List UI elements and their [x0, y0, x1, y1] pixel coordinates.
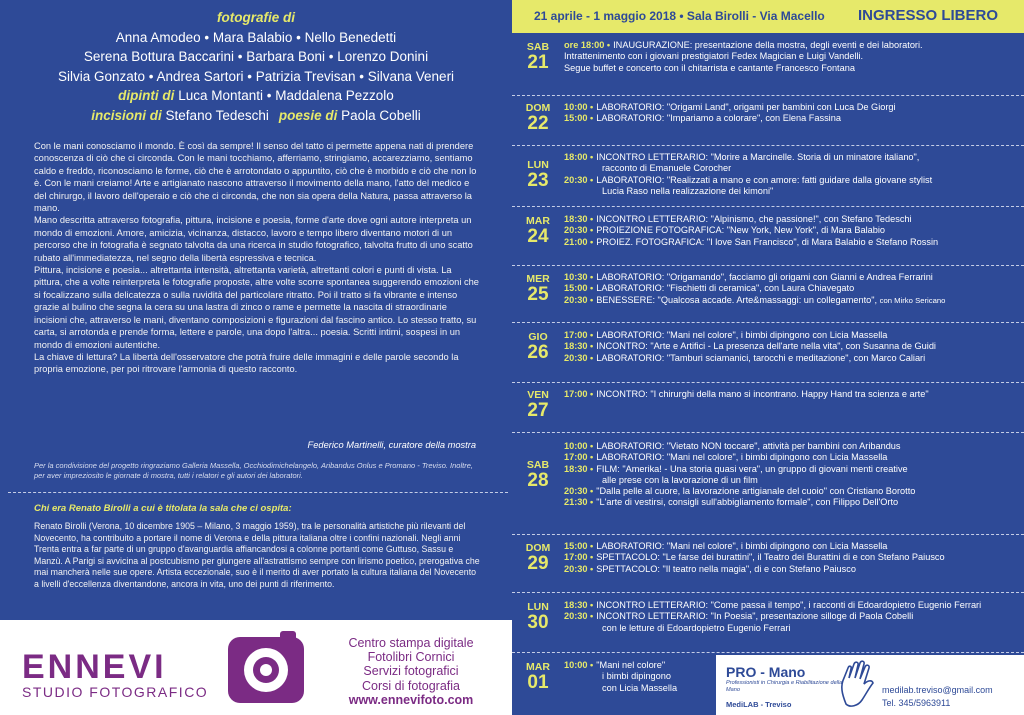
event-row	[564, 600, 1020, 611]
event-row	[564, 541, 1020, 552]
promano-contact	[882, 684, 993, 709]
credits	[0, 0, 512, 125]
thanks-note: Per la condivisione del progetto ringraziamo Galleria Massella, Occhiodimichelangelo, Aribandus Onlus e Promano - Treviso. Inoltre, per aver impreziosito le giornate di mostra, tutti i relatori e gli autori dei laboratori.	[34, 461, 473, 480]
event-text: con Licia Massella	[602, 682, 678, 693]
engr-names: Stefano Tedeschi	[165, 107, 269, 123]
event-text: Intrattenimento con i giovani prestigiatori Fedex Magician e Luigi Vandelli.	[564, 51, 864, 62]
event-row	[564, 102, 1020, 113]
day-separator	[512, 652, 1024, 653]
event-time: 20:30 •	[564, 563, 594, 574]
day-number: 27	[527, 400, 549, 421]
day-separator	[512, 206, 1024, 207]
day-number: 30	[527, 611, 549, 633]
curator-signature: Federico Martinelli, curatore della mostra	[307, 440, 476, 450]
event-text: BENESSERE: "Qualcosa accade. Arte&massaggi: un collegamento",	[596, 294, 878, 305]
event-row	[564, 623, 1020, 634]
service-line: Corsi di fotografia	[362, 678, 460, 693]
poem-names: Paola Cobelli	[341, 107, 421, 123]
photo-names-2: Serena Bottura Baccarini • Barbara Boni • Lorenzo Donini	[83, 49, 429, 64]
event-row	[564, 564, 1020, 575]
event-time: 15:00 •	[564, 541, 594, 551]
event-time: 20:30 •	[564, 352, 594, 363]
camera-icon	[228, 637, 304, 703]
event-time: 20:30 •	[564, 486, 594, 497]
day-name: SAB	[526, 40, 550, 53]
event-time: 17:00 •	[564, 452, 594, 463]
event-row	[564, 464, 1020, 475]
day-separator	[512, 322, 1024, 323]
event-time: 20:30 •	[564, 294, 594, 305]
event-text: con le letture di Edoardopietro Eugenio Ferrari	[602, 622, 791, 633]
event-text: "Mani nel colore"	[596, 660, 666, 670]
email-link[interactable]: medilab.treviso@gmail.com	[882, 685, 993, 695]
event-time: 18:30 •	[564, 214, 594, 224]
day-events	[564, 272, 1020, 306]
event-row	[564, 452, 1020, 463]
paint-names: Luca Montanti • Maddalena Pezzolo	[178, 88, 394, 103]
event-text: LABORATORIO: "Realizzati a mano e con amore: fatti guidare dalla giovane stylist	[596, 174, 933, 185]
intro-paragraph: Con le mani conosciamo il mondo. È così da sempre! Il senso del tatto ci permette appena nati di prendere conoscenza di ciò che ci circonda. Con le mani tocchiamo, afferriamo, stringiamo, accarezziamo, sentiamo caldo e freddo, riconosciamo le forme, ciò che è arrotondato o appuntito, ciò che è morbido e ciò che non lo è. Con le mani creiamo! Arte e artigianato nascono attraverso il movimento della mano, l'atto del medico e del chirurgo, il lavoro dell'operaio e ciò che ci circonda, che non sia opera della Natura, passa attraverso la mano.	[34, 141, 477, 214]
event-row	[564, 330, 1020, 341]
photo-names-1: Anna Amodeo • Mara Balabio • Nello Benedetti	[115, 29, 397, 45]
day-events	[564, 389, 1020, 400]
day-name: SAB	[526, 458, 550, 471]
event-text: INAUGURAZIONE: presentazione della mostra, degli eventi e dei laboratori.	[613, 40, 923, 50]
event-time: 20:30 •	[564, 174, 594, 185]
paint-label: dipinti di	[118, 88, 175, 103]
event-text: LABORATORIO: "Vietato NON toccare", attività per bambini con Aribandus	[596, 441, 901, 451]
event-time: 10:00 •	[564, 441, 594, 451]
event-time: 10:00 •	[564, 102, 594, 112]
day-name: LUN	[527, 158, 549, 171]
date-banner	[512, 0, 1024, 33]
event-row	[564, 486, 1020, 497]
photo-label: fotografie di	[217, 10, 295, 25]
event-time: 10:30 •	[564, 272, 594, 282]
day-number: 22	[527, 113, 549, 134]
event-row	[564, 237, 1020, 248]
ennevi-url[interactable]: www.ennevifoto.com	[348, 692, 474, 707]
event-row	[564, 272, 1020, 283]
event-time: 10:00 •	[564, 660, 594, 670]
ennevi-logo	[22, 650, 208, 700]
event-text: SPETTACOLO: "Il teatro nella magia", di e con Stefano Paiusco	[596, 563, 856, 574]
day-events	[564, 330, 1020, 364]
event-text: LABORATORIO: "Tamburi sciamanici, tarocchi e meditazione", con Marco Caliari	[596, 352, 926, 363]
day-separator	[512, 592, 1024, 593]
hand-icon	[836, 660, 878, 708]
day-separator	[512, 382, 1024, 383]
event-time: 17:00 •	[564, 552, 594, 563]
day-separator	[512, 265, 1024, 266]
day-number: 01	[527, 671, 549, 693]
day-name: MER	[526, 272, 550, 285]
day-separator	[512, 95, 1024, 96]
day-separator	[512, 432, 1024, 433]
event-row	[564, 475, 1020, 486]
day-events	[564, 214, 1020, 248]
day-name: VEN	[527, 389, 549, 401]
event-dates: 21 aprile - 1 maggio 2018 • Sala Birolli - Via Macello	[534, 9, 825, 23]
intro-paragraph: Pittura, incisione e poesia... altrettanta intensità, altrettanta varietà, altrettanti colori e punti di vista. La pittura, che a volte reinterpreta le fotografie proposte, altre volte scorre spontanea suggerendo emozioni che si focalizzano sulla delicatezza o sulla ruvidità del particolare ritratto. Poi il tratto si fa vibrante e intenso grazie al bulino che segna la cera su una lastra di zinco o rame e permette la nascita di straordinarie incisioni che, attraverso le mani, diventano composizioni e figurazioni dal fascino antico. Lo stesso tratto, su carta, si arrotonda e prende forma, lettere e parole, una dopo l'altra... poesia. Scritti intimi, sospesi in un mondo di emozioni autentiche.	[34, 265, 479, 350]
event-row	[564, 40, 1020, 51]
day-number: 26	[527, 341, 549, 363]
day-events	[564, 152, 1020, 197]
event-text: LABORATORIO: "Origami Land", origami per bambini con Luca De Giorgi	[596, 102, 896, 112]
event-text: INCONTRO LETTERARIO: "Morire a Marcinelle. Storia di un minatore italiano",	[596, 152, 920, 162]
event-row	[564, 283, 1020, 294]
ennevi-services	[318, 636, 504, 707]
day-events	[564, 102, 1020, 125]
event-text: FILM: "Amerika! - Una storia quasi vera", un gruppo di giovani menti creative	[596, 463, 908, 474]
day-name: DOM	[525, 541, 551, 554]
event-text: LABORATORIO: "Impariamo a colorare", con Elena Fassina	[596, 113, 841, 124]
service-line: Servizi fotografici	[363, 664, 459, 679]
event-time: 18:00 •	[564, 152, 594, 162]
event-row	[564, 152, 1020, 163]
event-text: LABORATORIO: "Origamando", facciamo gli origami con Gianni e Andrea Ferrarini	[596, 272, 933, 282]
promano-title: PRO - Mano	[726, 664, 806, 680]
event-text: racconto di Emanuele Corocher	[602, 163, 732, 174]
event-text: INCONTRO LETTERARIO: "In Poesia", presentazione silloge di Paola Cobelli	[596, 611, 914, 622]
event-row	[564, 163, 1020, 174]
medilab-label: MediLAB - Treviso	[726, 700, 792, 709]
day-name: LUN	[527, 600, 549, 613]
event-text: LABORATORIO: "Mani nel colore", i bimbi dipingono con Licia Massella	[596, 541, 888, 551]
photo-names-3: Silvia Gonzato • Andrea Sartori • Patrizia Trevisan • Silvana Veneri	[57, 68, 455, 84]
event-time: 18:30 •	[564, 600, 594, 610]
event-text: LABORATORIO: "Fischietti di ceramica", con Laura Chiavegato	[596, 283, 855, 294]
event-text: alle prese con la lavorazione di un film	[602, 474, 758, 485]
event-row	[564, 497, 1020, 508]
event-time: 17:00 •	[564, 389, 594, 399]
event-row	[564, 295, 1020, 306]
ennevi-brand: ENNEVI	[22, 648, 167, 686]
bio-text: Renato Birolli (Verona, 10 dicembre 1905 – Milano, 3 maggio 1959), tra le personalità artistiche più rilevanti del Novecento, ha contribuito a portare il nome di Verona e della pittura italiana oltre i confini nazionali. Negli anni Trenta entra a far parte di un gruppo d'avanguardia affiancandosi a colonne portanti come Guttuso, Sassu e Manzù. A Parigi si avvicina al postcubismo per giungere all'astrattismo sempre con lirismo poetico, prerogativa che mai mancherà nelle sue opere. Artista eccezionale, suo è il merito di aver portato la cultura italiana del Novecento a livelli d'eccellenza diventandone, ancora in vita, uno dei punti di riferimento.	[34, 521, 480, 589]
promano-logo	[726, 664, 844, 709]
phone: Tel. 345/5963911	[882, 697, 951, 708]
free-entry: INGRESSO LIBERO	[858, 7, 999, 24]
service-line: Fotolibri Cornici	[367, 650, 455, 665]
poem-label: poesie di	[278, 107, 338, 123]
event-time: 17:00 •	[564, 330, 594, 340]
day-name: GIO	[528, 330, 548, 343]
day-events	[564, 541, 1020, 575]
event-text: LABORATORIO: "Mani nel colore", i bimbi dipingono con Licia Massella	[596, 452, 888, 463]
day-events	[564, 40, 1020, 74]
day-separator	[512, 145, 1024, 146]
day-number: 28	[527, 469, 549, 491]
service-line: Centro stampa digitale	[348, 636, 474, 650]
event-row	[564, 353, 1020, 364]
day-number: 25	[527, 283, 549, 305]
event-row	[564, 175, 1020, 186]
event-row	[564, 225, 1020, 236]
event-time: 18:30 •	[564, 463, 594, 474]
intro-text	[34, 140, 480, 376]
event-row	[564, 51, 1020, 62]
event-row	[564, 113, 1020, 124]
event-text: i bimbi dipingono	[602, 671, 671, 682]
event-row	[564, 389, 1020, 400]
event-text: Lucia Raso nella realizzazione dei kimoni"	[602, 185, 774, 196]
promano-sub: Professionisti in Chirurgia e Riabilitazione della Mano	[726, 680, 843, 693]
event-text: INCONTRO LETTERARIO: "Come passa il tempo", i racconti di Edoardopietro Eugenio Ferrari	[596, 600, 982, 610]
event-text: PROIEZIONE FOTOGRAFICA: "New York, New York", di Mara Balabio	[596, 225, 885, 236]
event-row	[564, 552, 1020, 563]
event-row	[564, 186, 1020, 197]
intro-paragraph: Mano descritta attraverso fotografia, pittura, incisione e poesia, forme d'arte dove ogni autore interpreta un mondo di emozioni. Amore, amicizia, vicinanza, distacco, lavoro e tempo libero diventano motori di un percorso che in fotografia è segnato talvolta da una ricerca in studio fotografico, talvolta frutto di uno scatto rubato all'immediatezza, nel segno della libertà espressiva e tecnica.	[34, 215, 473, 263]
event-text: SPETTACOLO: "Le farse dei burattini", il Teatro dei Burattini di e con Stefano Paiusco	[596, 552, 945, 563]
event-row	[564, 341, 1020, 352]
bio-title: Chi era Renato Birolli a cui è titolata la sala che ci ospita:	[34, 503, 292, 514]
event-text: PROIEZ. FOTOGRAFICA: "I love San Francisco", di Mara Balabio e Stefano Rossin	[596, 236, 939, 247]
day-events	[564, 600, 1020, 634]
event-time: 21:00 •	[564, 236, 594, 247]
event-row	[564, 441, 1020, 452]
day-separator	[512, 534, 1024, 535]
day-events	[564, 441, 1020, 509]
event-time: 20:30 •	[564, 225, 594, 236]
event-row	[564, 611, 1020, 622]
day-number: 29	[527, 552, 549, 574]
day-number: 24	[527, 225, 549, 247]
event-text: LABORATORIO: "Mani nel colore", i bimbi dipingono con Licia Massella	[596, 330, 888, 340]
event-time: 15:00 •	[564, 113, 594, 124]
day-name: MAR	[526, 214, 550, 227]
event-text: "Dalla pelle al cuore, la lavorazione artigianale del cuoio" con Cristiano Borotto	[596, 486, 916, 497]
divider	[8, 492, 508, 493]
event-text: INCONTRO: "I chirurghi della mano si incontrano. Happy Hand tra scienza e arte"	[596, 389, 929, 399]
event-text: INCONTRO: "Arte e Artifici - La presenza dell'arte nella vita", con Susanna de Guidi	[596, 341, 936, 352]
engr-label: incisioni di	[91, 107, 162, 123]
intro-paragraph: La chiave di lettura? La libertà dell'osservatore che potrà fruire delle immagini e delle parole secondo la propria emozione, per poi ritrovare l'armonia di questo racconto.	[34, 351, 459, 375]
event-text: INCONTRO LETTERARIO: "Alpinismo, che passione!", con Stefano Tedeschi	[596, 214, 912, 224]
day-number: 23	[527, 169, 549, 191]
day-number: 21	[527, 51, 549, 73]
event-time: 20:30 •	[564, 611, 594, 622]
event-time: 18:30 •	[564, 341, 594, 352]
event-time: 15:00 •	[564, 283, 594, 294]
event-row	[564, 214, 1020, 225]
event-small: con Mirko Sericano	[879, 295, 946, 305]
event-time: 21:30 •	[564, 497, 594, 508]
day-name: MAR	[526, 660, 550, 673]
ennevi-sub: STUDIO FOTOGRAFICO	[22, 684, 209, 700]
event-text: "L'arte di vestirsi, consigli sull'abbigliamento formale", con Filippo Dell'Orto	[596, 497, 899, 508]
event-time: ore 18:00 •	[564, 40, 611, 50]
day-name: DOM	[525, 102, 551, 114]
event-text: Segue buffet e concerto con il chitarrista e cantante Francesco Fontana	[564, 62, 855, 73]
event-row	[564, 63, 1020, 74]
